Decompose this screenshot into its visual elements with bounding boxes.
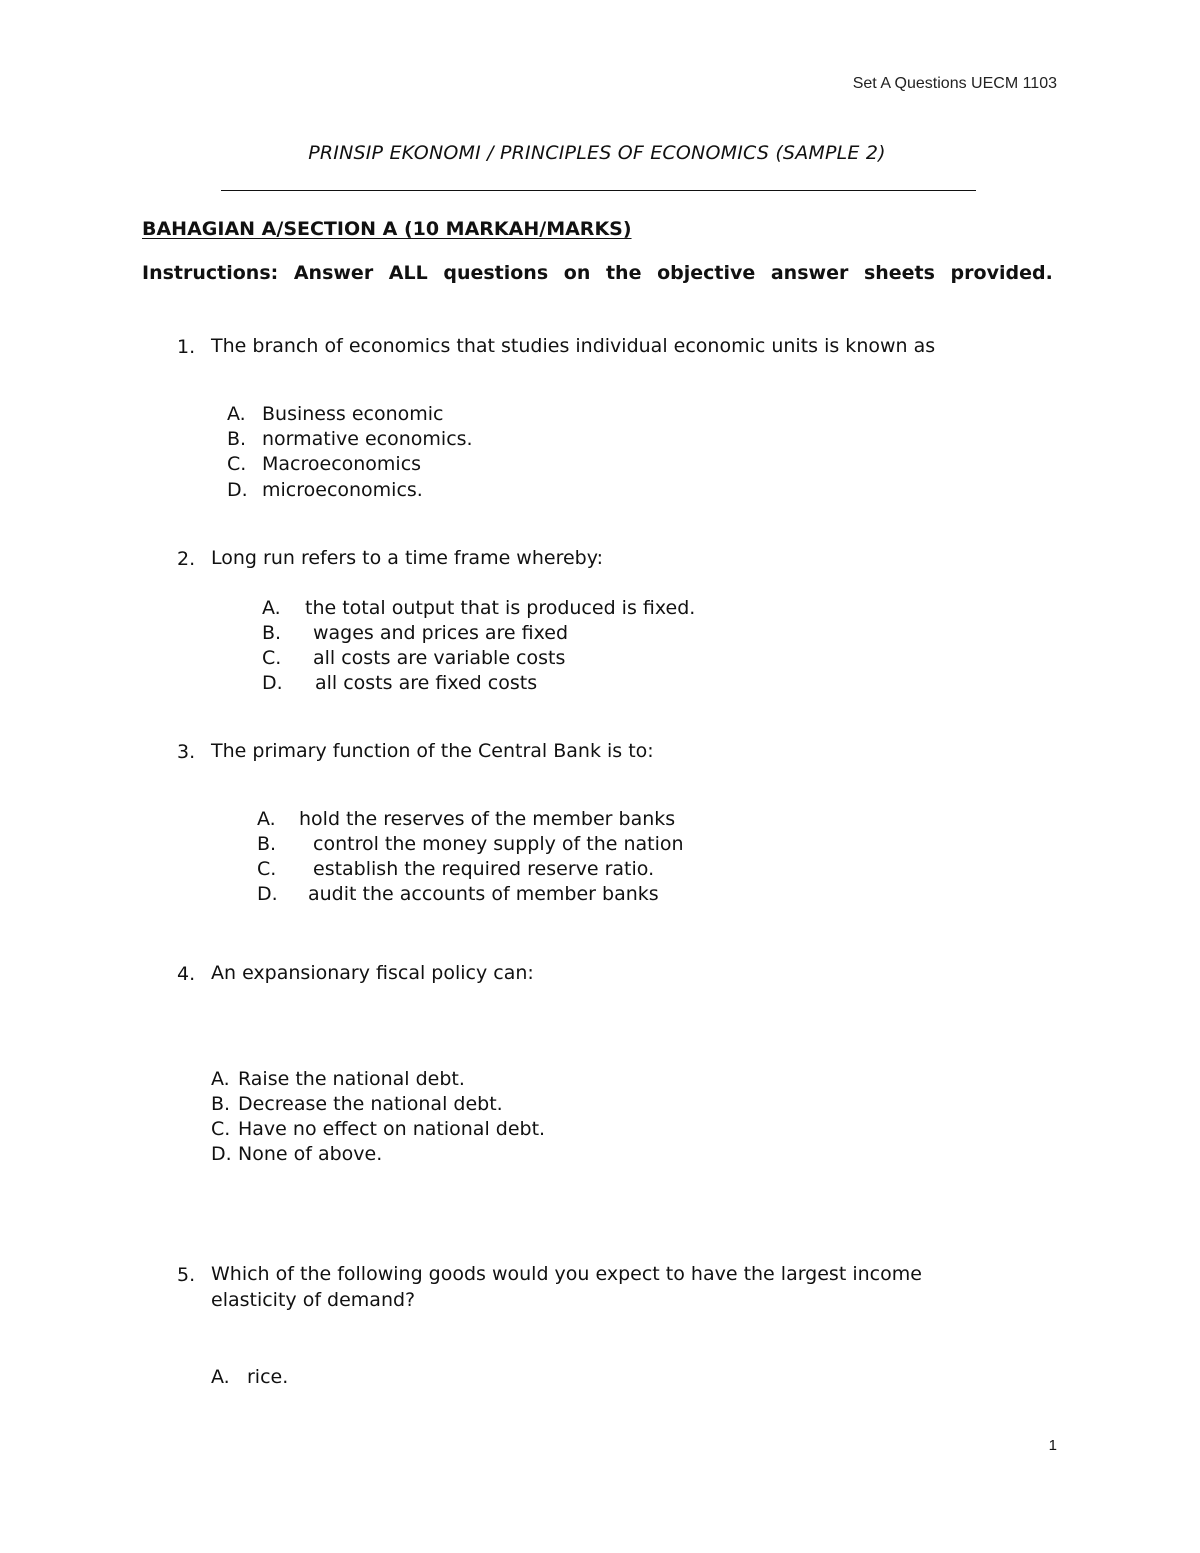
- option-letter: B.: [211, 1093, 231, 1115]
- question-text-line-2: elasticity of demand?: [211, 1289, 416, 1311]
- option-letter: A.: [257, 808, 276, 830]
- option-text: establish the required reserve ratio.: [313, 858, 655, 880]
- running-head: Set A Questions UECM 1103: [852, 75, 1057, 92]
- option-text: control the money supply of the nation: [313, 833, 684, 855]
- option-text: normative economics.: [262, 428, 473, 450]
- option-letter: A.: [227, 403, 246, 425]
- question-text-line-1: Which of the following goods would you expect to have the largest income: [211, 1263, 922, 1285]
- option-letter: A.: [262, 597, 281, 619]
- option-letter: A.: [211, 1366, 230, 1388]
- option-letter: D.: [211, 1143, 232, 1165]
- question-number: 1.: [177, 336, 196, 358]
- option-text: wages and prices are fixed: [313, 622, 569, 644]
- option-text: Decrease the national debt.: [238, 1093, 503, 1115]
- instructions: Instructions: Answer ALL questions on the objective answer sheets provided.: [142, 262, 1053, 284]
- option-text: Business economic: [262, 403, 444, 425]
- option-text: microeconomics.: [262, 479, 423, 501]
- option-letter: C.: [262, 647, 282, 669]
- option-letter: C.: [211, 1118, 231, 1140]
- question-text: An expansionary fiscal policy can:: [211, 962, 534, 984]
- question-text: Long run refers to a time frame whereby:: [211, 547, 603, 569]
- option-letter: B.: [227, 428, 247, 450]
- option-letter: D.: [227, 479, 248, 501]
- option-letter: D.: [257, 883, 278, 905]
- page-number: 1: [1048, 1437, 1057, 1454]
- question-number: 4.: [177, 963, 196, 985]
- option-letter: B.: [257, 833, 277, 855]
- option-text: audit the accounts of member banks: [308, 883, 659, 905]
- option-text: None of above.: [238, 1143, 383, 1165]
- option-letter: C.: [257, 858, 277, 880]
- question-text: The branch of economics that studies individual economic units is known as: [211, 335, 936, 357]
- option-text: Have no effect on national debt.: [238, 1118, 546, 1140]
- option-letter: C.: [227, 453, 247, 475]
- question-number: 5.: [177, 1264, 196, 1286]
- option-text: rice.: [247, 1366, 289, 1388]
- option-text: all costs are fixed costs: [315, 672, 538, 694]
- option-letter: A.: [211, 1068, 230, 1090]
- option-text: Raise the national debt.: [238, 1068, 465, 1090]
- title-rule: [221, 190, 976, 191]
- option-text: hold the reserves of the member banks: [299, 808, 676, 830]
- question-number: 2.: [177, 548, 196, 570]
- question-number: 3.: [177, 741, 196, 763]
- section-heading: BAHAGIAN A/SECTION A (10 MARKAH/MARKS): [142, 218, 632, 240]
- document-title: PRINSIP EKONOMI / PRINCIPLES OF ECONOMICS (SAMPLE 2): [308, 142, 886, 164]
- option-letter: B.: [262, 622, 282, 644]
- question-text: The primary function of the Central Bank is to:: [211, 740, 654, 762]
- option-text: the total output that is produced is fixed.: [305, 597, 696, 619]
- option-text: all costs are variable costs: [313, 647, 566, 669]
- option-letter: D.: [262, 672, 283, 694]
- option-text: Macroeconomics: [262, 453, 422, 475]
